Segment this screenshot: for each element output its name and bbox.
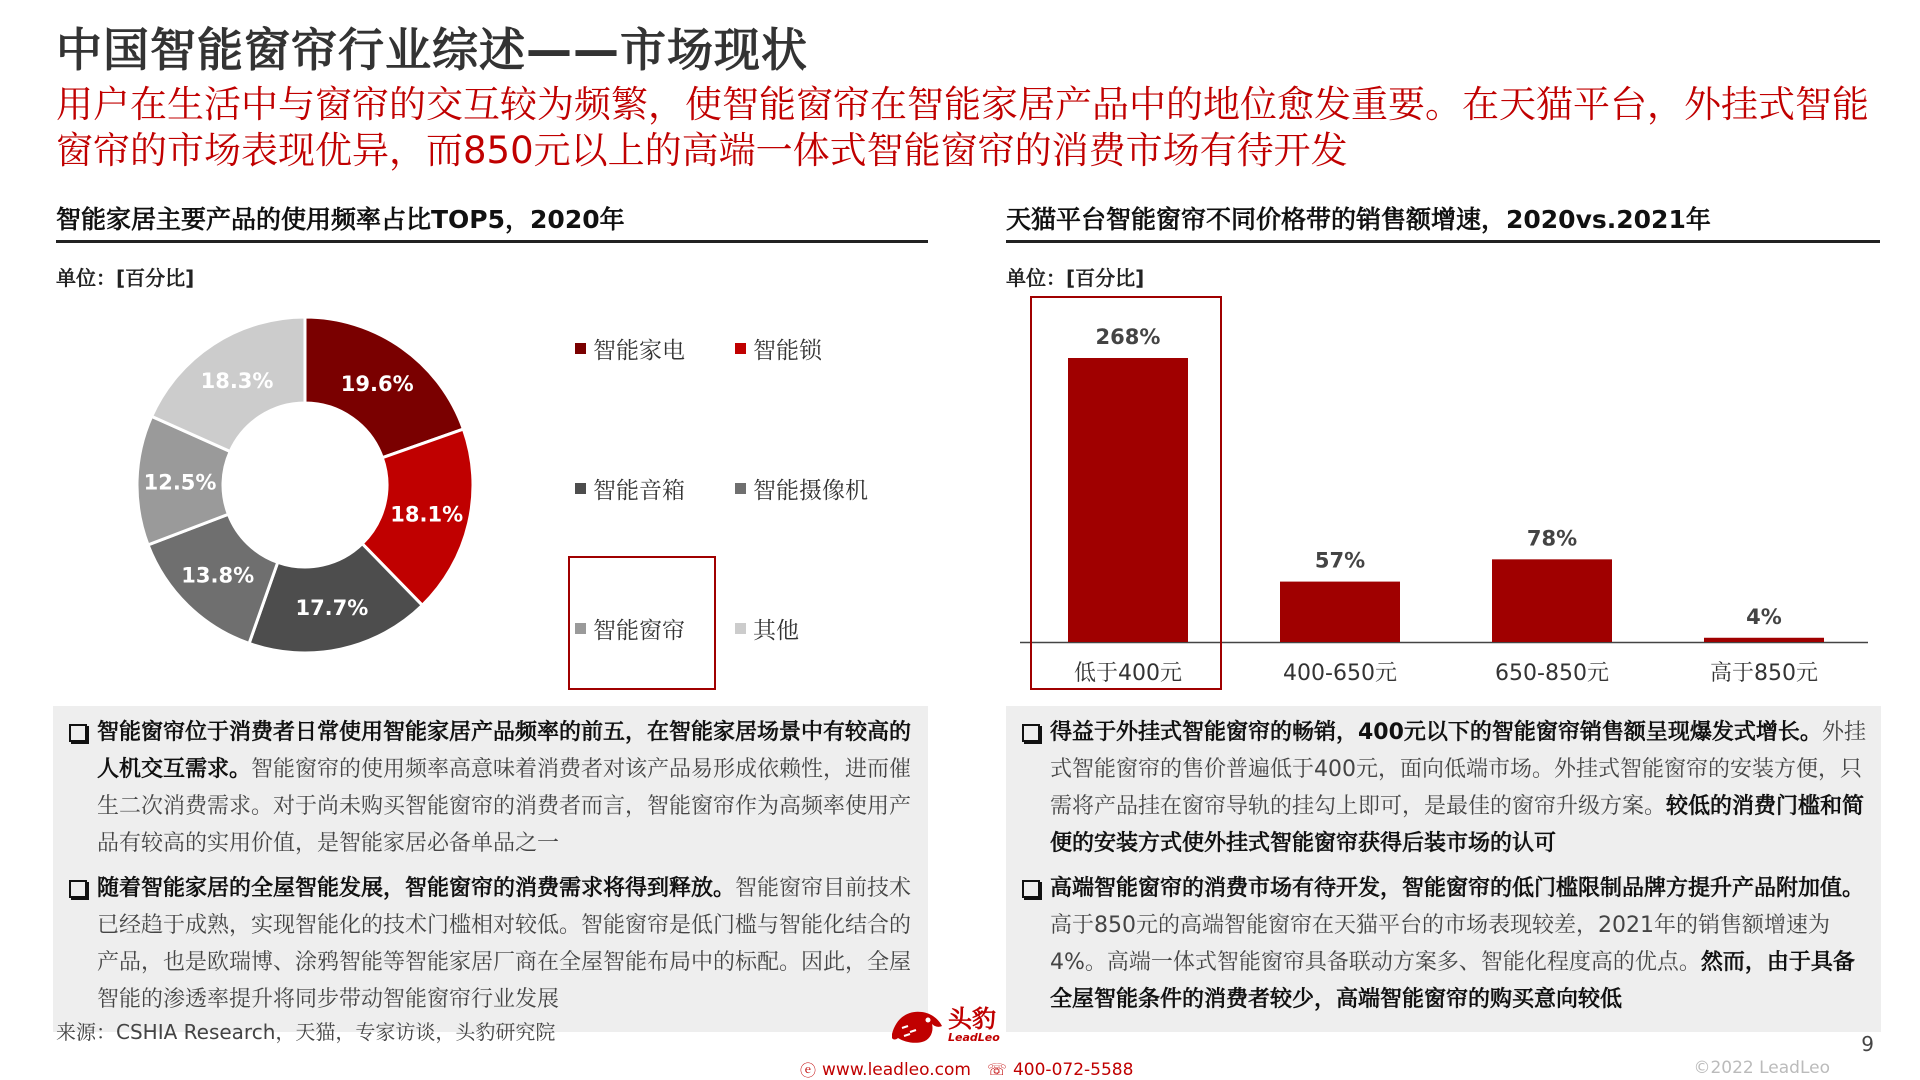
legend-item xyxy=(575,332,685,365)
bullet-paragraph xyxy=(67,870,918,1018)
donut-slice-label: 13.8% xyxy=(181,563,255,588)
website-link[interactable]: www.leadleo.com xyxy=(822,1059,971,1080)
bullet-bold-text: 智能窗帘位于消费者日常使用智能家居产品频率的前五，在智能家居场景中有较高的人机交互需求。 xyxy=(97,720,912,782)
contact-info xyxy=(800,1058,1133,1080)
bullet-bold-text: 高端智能窗帘的消费市场有待开发，智能窗帘的低门槛限制品牌方提升产品附加值。 xyxy=(1050,876,1865,901)
legend-label: 智能音箱 xyxy=(593,478,685,504)
legend-label: 智能摄像机 xyxy=(753,478,868,504)
bullet-bold-text: 随着智能家居的全屋智能发展，智能窗帘的消费需求将得到释放。 xyxy=(97,876,736,901)
leopard-logo-icon xyxy=(888,1004,944,1046)
left-section-rule xyxy=(56,240,928,243)
legend-item xyxy=(735,472,868,505)
legend-item xyxy=(735,332,822,365)
phone-number: 400-072-5588 xyxy=(1012,1059,1134,1080)
left-unit-label: 单位：[百分比] xyxy=(56,266,195,290)
logo-chinese-text: 头豹 xyxy=(948,1005,996,1033)
donut-chart-title: 智能家居主要产品的使用频率占比TOP5，2020年 xyxy=(56,205,625,234)
globe-icon: ⓔ xyxy=(800,1061,817,1080)
legend-label: 智能窗帘 xyxy=(593,618,685,644)
bullet-paragraph xyxy=(67,714,918,862)
page-subtitle: 用户在生活中与窗帘的交互较为频繁，使智能窗帘在智能家居产品中的地位愈发重要。在天猫平台，外挂式智能窗帘的市场表现优异，而850元以上的高端一体式智能窗帘的消费市场有待开发 xyxy=(56,83,1869,172)
legend-swatch xyxy=(735,483,746,494)
bar-chart-title: 天猫平台智能窗帘不同价格带的销售额增速，2020vs.2021年 xyxy=(1006,205,1711,234)
legend-label: 其他 xyxy=(753,618,799,644)
bar-value-label: 268% xyxy=(1095,325,1161,349)
right-section-rule xyxy=(1006,240,1880,243)
logo-english-text: LeadLeo xyxy=(948,1031,1000,1044)
legend-swatch xyxy=(735,343,746,354)
page-number: 9 xyxy=(1861,1032,1874,1056)
bar-value-label: 57% xyxy=(1314,548,1366,573)
bullet-body-text: 智能窗帘目前技术已经趋于成熟，实现智能化的技术门槛相对较低。智能窗帘是低门槛与智能化结合的产品，也是欧瑞博、涂鸦智能等智能家居厂商在全屋智能布局中的标配。因此，全屋智能的渗透率提升将同步带动智能窗帘行业发展 xyxy=(97,876,912,1012)
bullet-body-text: 智能窗帘的使用频率高意味着消费者对该产品易形成依赖性，进而催生二次消费需求。对于尚未购买智能窗帘的消费者而言，智能窗帘作为高频率使用产品有较高的实用价值，是智能家居必备单品之一 xyxy=(97,757,912,856)
page-title: 中国智能窗帘行业综述——市场现状 xyxy=(56,23,808,77)
legend-label: 智能锁 xyxy=(753,338,822,364)
donut-chart xyxy=(130,310,480,660)
donut-slice-label: 18.3% xyxy=(200,369,274,394)
left-textbox xyxy=(53,706,928,1032)
source-note: 来源：CSHIA Research，天猫，专家访谈，头豹研究院 xyxy=(56,1020,556,1044)
bullet-bold-conclusion: 较低的消费门槛和简便的安装方式使外挂式智能窗帘获得后装市场的认可 xyxy=(1050,794,1865,856)
bar-value-label: 4% xyxy=(1746,604,1782,629)
right-unit-label: 单位：[百分比] xyxy=(1006,266,1145,290)
right-textbox xyxy=(1006,706,1881,1032)
donut-slice-label: 17.7% xyxy=(295,596,369,621)
legend-item xyxy=(735,612,799,645)
legend-swatch xyxy=(575,343,586,354)
leadleo-logo xyxy=(888,1004,1000,1046)
bar-2 xyxy=(1492,559,1612,642)
legend-swatch xyxy=(575,483,586,494)
bar-3 xyxy=(1704,638,1824,642)
bullet-paragraph xyxy=(1020,870,1871,1018)
bar-highlight-box xyxy=(1030,296,1222,690)
legend-swatch xyxy=(735,623,746,634)
copyright: ©2022 LeadLeo xyxy=(1693,1058,1830,1078)
bullet-paragraph xyxy=(1020,714,1871,862)
bullet-body-text: 外挂式智能窗帘的售价普遍低于400元，面向低端市场。外挂式智能窗帘的安装方便，只需将产品挂在窗帘导轨的挂勾上即可，是最佳的窗帘升级方案。 xyxy=(1050,720,1866,819)
bar-category-label: 高于850元 xyxy=(1710,661,1818,686)
bar-value-label: 78% xyxy=(1526,526,1578,551)
bullet-bold-text: 得益于外挂式智能窗帘的畅销，400元以下的智能窗帘销售额呈现爆发式增长。 xyxy=(1050,720,1822,745)
bar-category-label: 低于400元 xyxy=(1074,661,1182,686)
donut-slice-label: 12.5% xyxy=(143,470,217,495)
legend-item xyxy=(575,472,685,505)
phone-icon: ☏ xyxy=(986,1060,1007,1079)
donut-slice-label: 19.6% xyxy=(340,371,414,396)
legend-highlight-box xyxy=(568,556,716,690)
bullet-bold-conclusion: 然而，由于具备全屋智能条件的消费者较少，高端智能窗帘的购买意向较低 xyxy=(1050,950,1855,1012)
bullet-body-text: 高于850元的高端智能窗帘在天猫平台的市场表现较差，2021年的销售额增速为4%。高端一体式智能窗帘具备联动方案多、智能化程度高的优点。 xyxy=(1050,913,1830,975)
donut-slice-label: 18.1% xyxy=(390,502,464,527)
legend-label: 智能家电 xyxy=(593,338,685,364)
bar-1 xyxy=(1280,582,1400,642)
bar-category-label: 400-650元 xyxy=(1283,661,1397,686)
bar-category-label: 650-850元 xyxy=(1495,661,1609,686)
